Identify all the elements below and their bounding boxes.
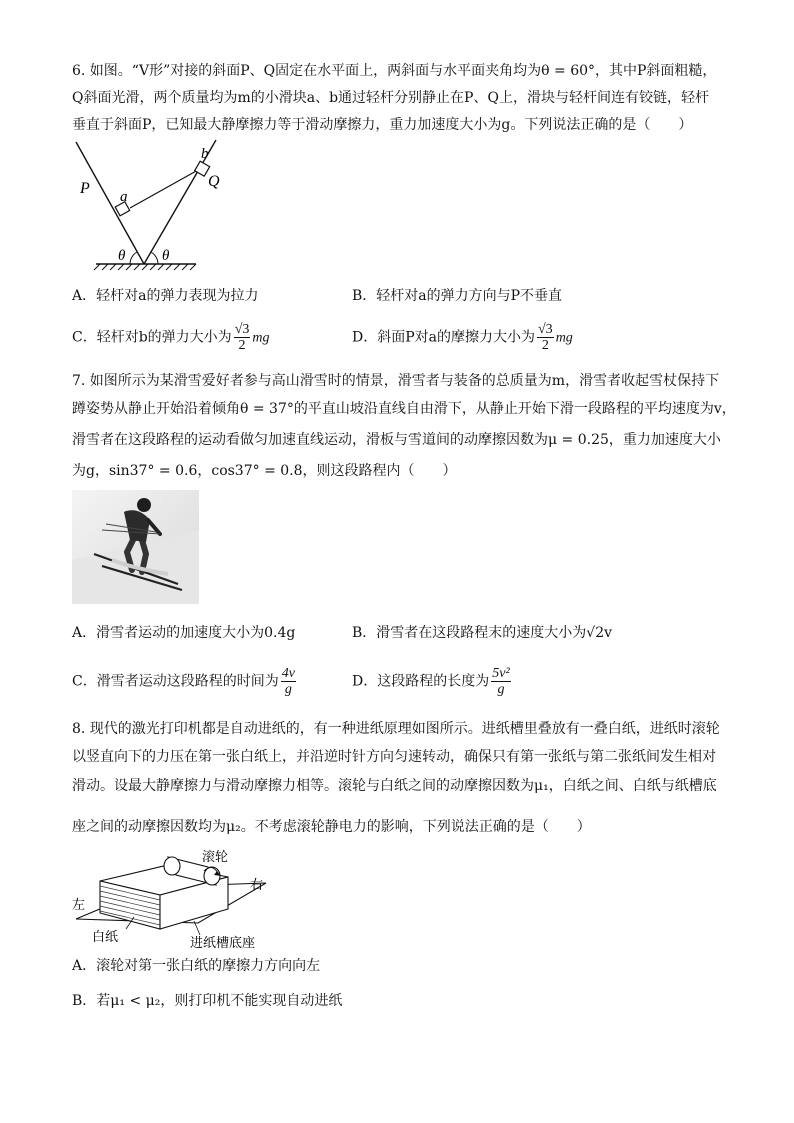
q7-line-2: 蹲姿势从静止开始沿着倾角θ = 37°的平直山坡沿直线自由滑下，从静止开始下滑一段路程的平均速度为v，	[72, 401, 736, 417]
q7-line-3: 滑雪者在这段路程的运动看做匀加速直线运动，滑板与雪道间的动摩擦因数为μ = 0.25，重力加速度大小	[72, 432, 721, 448]
q6-v-slope-figure	[70, 138, 220, 272]
q6-option-d-fraction	[537, 322, 554, 353]
q6-option-c	[72, 322, 270, 353]
q6-option-c-denominator: 2	[238, 338, 246, 353]
q8-option-a: A．滚轮对第一张白纸的摩擦力方向向左	[72, 958, 321, 974]
q6-line-3: 垂直于斜面P，已知最大静摩擦力等于滑动摩擦力，重力加速度大小为g。下列说法正确的是（ ）	[72, 117, 693, 133]
q7-option-d-denominator: g	[497, 682, 505, 697]
q6-option-a: A．轻杆对a的弹力表现为拉力	[72, 288, 259, 304]
q6-line-1: 6. 如图。“V形”对接的斜面P、Q固定在水平面上，两斜面与水平面夹角均为θ = 60°，其中P斜面粗糙，	[72, 63, 717, 79]
q6-option-d-denominator: 2	[541, 338, 549, 353]
q8-line-2: 以竖直向下的力压在第一张白纸上，并沿逆时针方向匀速转动，确保只有第一张纸与第二张纸间发生相对	[72, 749, 716, 765]
q7-line-1: 7. 如图所示为某滑雪爱好者参与高山滑雪时的情景，滑雪者与装备的总质量为m，滑雪者收起雪杖保持下	[72, 373, 720, 389]
q6-option-c-fraction	[234, 322, 251, 353]
q8-line-3: 滑动。设最大静摩擦力与滑动摩擦力相等。滚轮与白纸之间的动摩擦因数为μ₁，白纸之间、白纸与纸槽底	[72, 778, 717, 794]
label-P: P	[80, 180, 90, 197]
q6-line-2: Q斜面光滑，两个质量均为m的小滑块a、b通过轻杆分别静止在P、Q上，滑块与轻杆间连有铰链，轻杆	[72, 90, 709, 106]
q7-option-c-denominator: g	[284, 682, 292, 697]
q7-option-c-numerator: 4v	[281, 666, 295, 681]
q7-option-b: B．滑雪者在这段路程末的速度大小为√2v	[352, 625, 613, 641]
q7-option-d-numerator: 5v²	[492, 666, 510, 681]
q7-option-c-fraction	[281, 666, 296, 697]
label-Q: Q	[208, 173, 220, 190]
q6-option-d-prefix: D．斜面P对a的摩擦力大小为	[352, 329, 535, 346]
q6-option-d-suffix: mg	[555, 330, 573, 346]
label-left: 左	[72, 897, 86, 912]
q6-option-c-suffix: mg	[252, 330, 270, 346]
paper-feed-figure	[70, 845, 280, 950]
q8-line-1: 8. 现代的激光打印机都是自动进纸的，有一种进纸原理如图所示。进纸槽里叠放有一叠白纸，进纸时滚轮	[72, 721, 720, 737]
q6-option-d	[352, 322, 573, 353]
q8-line-4: 座之间的动摩擦因数均为μ₂。不考虑滚轮静电力的影响，下列说法正确的是（ ）	[72, 819, 591, 835]
q8-option-b: B．若μ₁ < μ₂，则打印机不能实现自动进纸	[72, 993, 343, 1009]
label-right: 右	[250, 877, 264, 892]
q7-option-c-prefix: C．滑雪者运动这段路程的时间为	[72, 673, 279, 690]
q6-option-d-numerator: √3	[538, 322, 553, 337]
q7-option-a: A．滑雪者运动的加速度大小为0.4g	[72, 625, 296, 641]
skier-photo	[72, 490, 199, 604]
label-theta-right: θ	[162, 248, 170, 264]
label-roller: 滚轮	[202, 849, 229, 864]
q6-option-b: B．轻杆对a的弹力方向与P不垂直	[352, 288, 563, 304]
label-white-paper: 白纸	[92, 929, 119, 944]
label-theta-left: θ	[118, 248, 126, 264]
q7-option-d	[352, 666, 513, 697]
label-tray-base: 进纸槽底座	[190, 935, 256, 950]
q6-option-c-prefix: C．轻杆对b的弹力大小为	[72, 329, 232, 346]
q6-option-c-numerator: √3	[234, 322, 250, 337]
q7-option-d-prefix: D．这段路程的长度为	[352, 673, 490, 690]
q7-line-4: 为g，sin37° = 0.6，cos37° = 0.8，则这段路程内（ ）	[72, 463, 457, 479]
q7-option-d-fraction	[491, 666, 510, 697]
label-a: a	[120, 189, 128, 205]
label-b: b	[201, 146, 209, 162]
q7-option-c	[72, 666, 298, 697]
